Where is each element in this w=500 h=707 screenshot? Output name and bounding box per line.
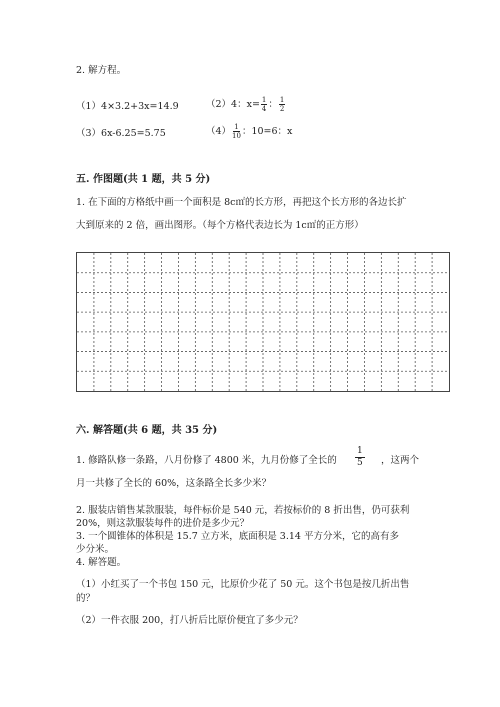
fraction-numerator: 1 bbox=[357, 446, 363, 456]
q1-line-2: 月一共修了全长的 60%，这条路全长多少米？ bbox=[76, 478, 272, 489]
q1-fraction-one-fifth bbox=[355, 446, 365, 469]
fraction-numerator: 1 bbox=[279, 96, 285, 104]
q1-line-1: 1. 修路队修一条路，八月份修了 4800 米，九月份修了全长的 bbox=[76, 455, 337, 466]
q4b-line: （2）一件衣服 200，打八折后比原价便宜了多少元？ bbox=[76, 615, 303, 626]
equation-2 bbox=[206, 96, 286, 113]
fraction-numerator: 1 bbox=[261, 96, 267, 104]
section-5-question-line-1: 1. 在下面的方格纸中画一个面积是 8c㎡的长方形，再把这个长方形的各边长扩 bbox=[76, 197, 407, 208]
q4-heading: 4. 解答题。 bbox=[76, 557, 127, 568]
section-5-question-line-2: 大到原来的 2 倍，画出图形。（每个方格代表边长为 1c㎡的正方形） bbox=[76, 220, 364, 231]
section-heading-solve-equations: 2. 解方程。 bbox=[76, 65, 127, 76]
fraction-one-quarter bbox=[261, 96, 267, 113]
section-6-title: 六. 解答题(共 6 题，共 35 分) bbox=[76, 425, 218, 436]
q2-line-2: 20%，则这款服装每件的进价是多少元？ bbox=[76, 518, 250, 529]
fraction-denominator: 5 bbox=[357, 458, 363, 468]
fraction-denominator: 4 bbox=[261, 105, 267, 113]
fraction-numerator: 1 bbox=[234, 123, 239, 131]
section-5-title: 五. 作图题(共 1 题，共 5 分) bbox=[76, 174, 211, 185]
q3-line-1: 3. 一个圆锥体的体积是 15.7 立方米，底面积是 3.14 平方分米，它的高有多 bbox=[76, 531, 399, 542]
q1-line-1-end: ，这两个 bbox=[381, 455, 420, 466]
grid-lines bbox=[77, 253, 449, 391]
fraction-one-tenth bbox=[232, 123, 241, 140]
equation-2-prefix: （2）4：x= bbox=[206, 99, 260, 110]
q3-line-2: 少分米。 bbox=[76, 544, 115, 555]
equation-4-suffix: ：10=6：x bbox=[241, 126, 293, 137]
fraction-one-half bbox=[279, 96, 285, 113]
grid-paper bbox=[76, 252, 450, 392]
equation-4 bbox=[206, 123, 292, 140]
q4a-line-2: 的？ bbox=[76, 593, 96, 604]
equation-3: （3）6x-6.25=5.75 bbox=[76, 128, 166, 139]
q4a-line-1: （1）小红买了一个书包 150 元，比原价少花了 50 元。这个书包是按几折出售 bbox=[76, 579, 410, 590]
equation-1: （1）4×3.2+3x=14.9 bbox=[76, 101, 179, 112]
fraction-denominator: 10 bbox=[232, 132, 241, 140]
fraction-denominator: 2 bbox=[279, 105, 285, 113]
equation-4-prefix: （4） bbox=[206, 126, 232, 137]
equation-2-ratio-sign: ： bbox=[268, 99, 278, 110]
q2-line-1: 2. 服装店销售某款服装，每件标价是 540 元，若按标价的 8 折出售，仍可获利 bbox=[76, 505, 410, 516]
